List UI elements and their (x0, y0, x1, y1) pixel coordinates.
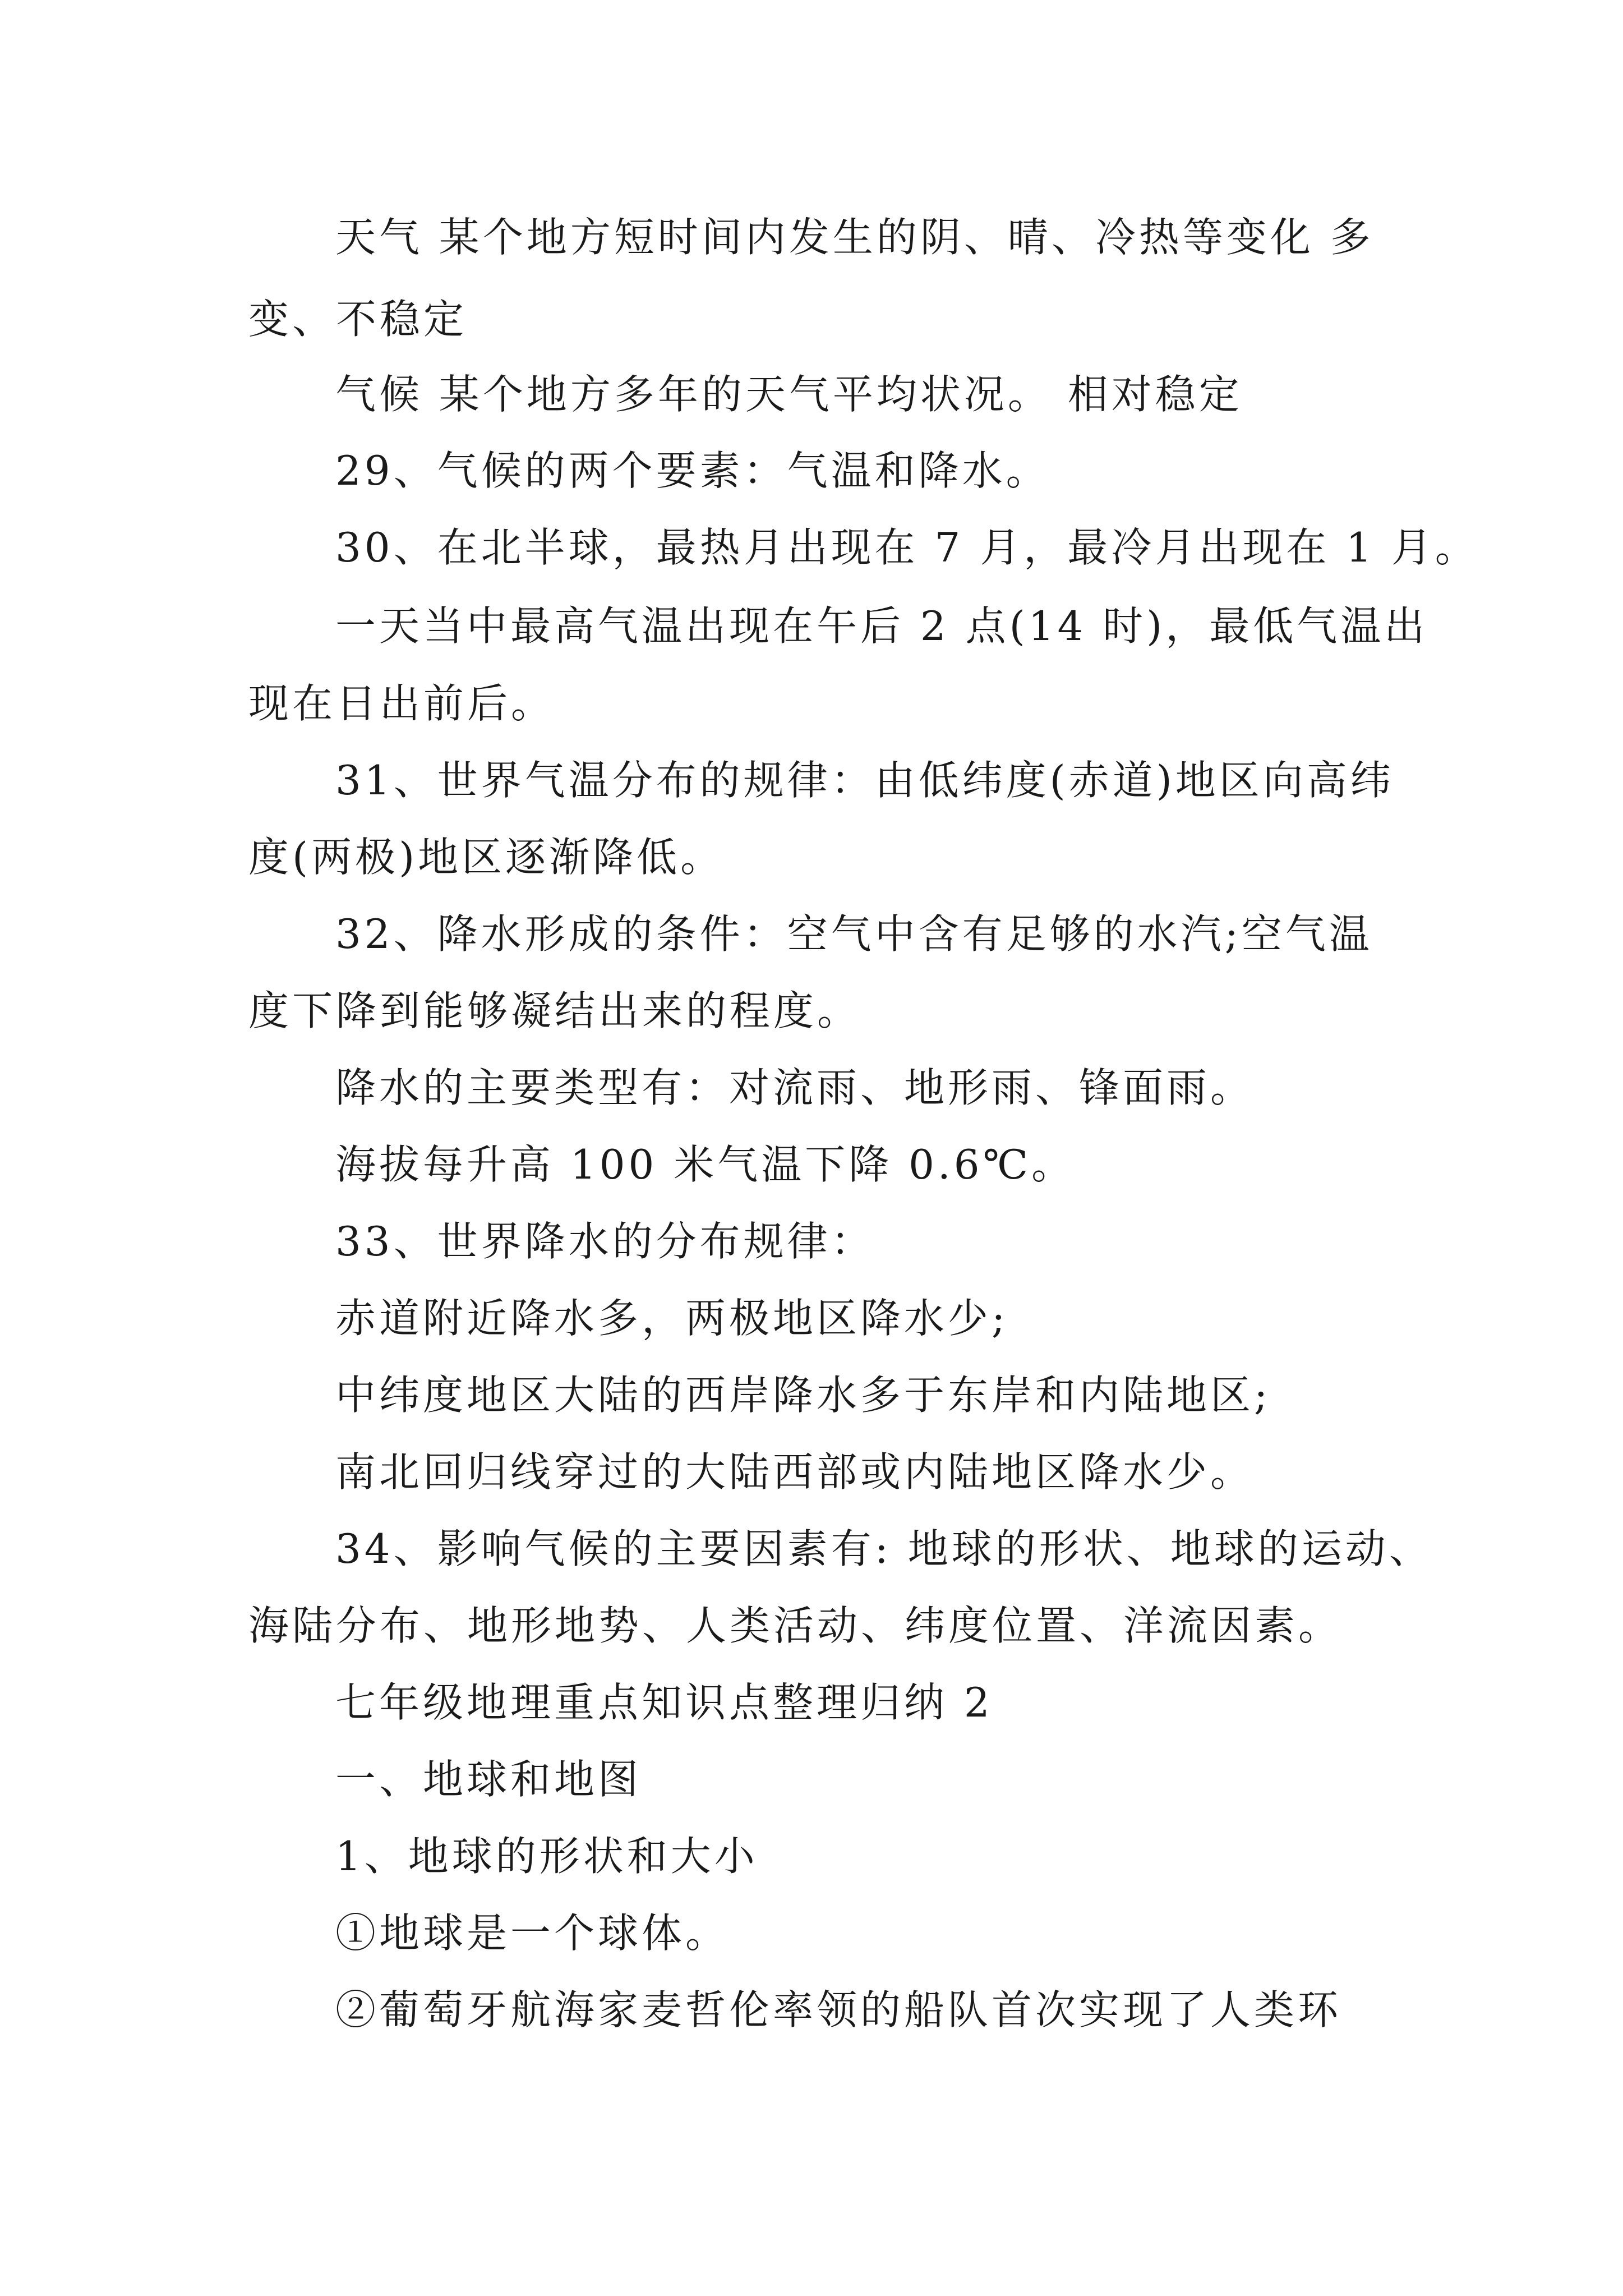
text-line: 天气 某个地方短时间内发生的阴、晴、冷热等变化 多 (335, 214, 1374, 261)
text-line: 一天当中最高气温出现在午后 2 点(14 时)，最低气温出 (335, 602, 1428, 650)
text-line: 变、不稳定 (248, 296, 468, 343)
text-line: 现在日出前后。 (248, 680, 555, 727)
text-line: ②葡萄牙航海家麦哲伦率领的船队首次实现了人类环 (335, 1986, 1342, 2033)
text-line: 度下降到能够凝结出来的程度。 (248, 987, 861, 1034)
text-line: 海陆分布、地形地势、人类活动、纬度位置、洋流因素。 (248, 1602, 1343, 1649)
text-line: ①地球是一个球体。 (335, 1910, 730, 1957)
text-line: 降水的主要类型有：对流雨、地形雨、锋面雨。 (335, 1064, 1255, 1111)
text-line: 34、影响气候的主要因素有: 地球的形状、地球的运动、 (335, 1525, 1433, 1572)
text-line: 中纬度地区大陆的西岸降水多于东岸和内陆地区; (335, 1372, 1271, 1419)
text-line: 气候 某个地方多年的天气平均状况。 相对稳定 (335, 371, 1243, 418)
text-line: 赤道附近降水多，两极地区降水少; (335, 1295, 1009, 1342)
text-line: 七年级地理重点知识点整理归纳 2 (335, 1679, 993, 1726)
text-line: 度(两极)地区逐渐降低。 (248, 834, 725, 881)
text-line: 海拔每升高 100 米气温下降 0.6℃。 (335, 1141, 1076, 1188)
text-line: 30、在北半球，最热月出现在 7 月，最冷月出现在 1 月。 (335, 524, 1479, 571)
text-line: 一、地球和地图 (335, 1756, 642, 1803)
text-line: 31、世界气温分布的规律：由低纬度(赤道)地区向高纬 (335, 757, 1394, 804)
text-line: 33、世界降水的分布规律： (335, 1218, 875, 1265)
text-line: 32、降水形成的条件：空气中含有足够的水汽;空气温 (335, 910, 1373, 958)
text-line: 1、地球的形状和大小 (335, 1833, 758, 1880)
text-line: 29、气候的两个要素：气温和降水。 (335, 447, 1050, 494)
text-line: 南北回归线穿过的大陆西部或内陆地区降水少。 (335, 1448, 1255, 1496)
